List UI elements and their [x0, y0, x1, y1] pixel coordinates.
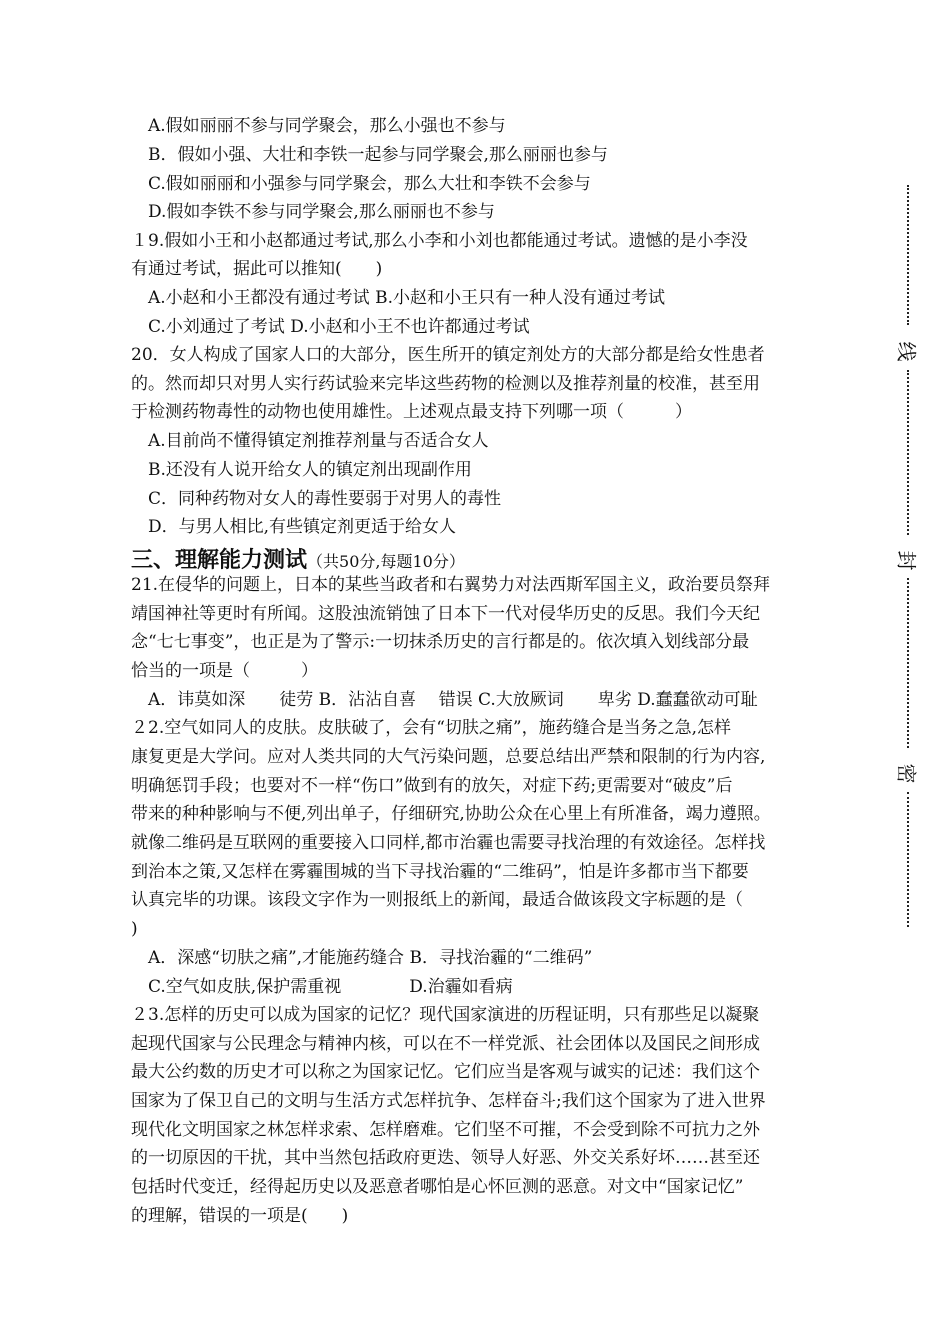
q23-stem-line: 现代化文明国家之林怎样求索、怎样磨难。它们坚不可摧，不会受到除不可抗力之外: [131, 1120, 760, 1140]
q18-option-a: A.假如丽丽不参与同学聚会，那么小强也不参与: [148, 116, 506, 136]
q23-stem-line: 的理解，错误的一项是( ): [131, 1206, 349, 1226]
seal-dotted-line: [907, 185, 909, 325]
q18-option-c: C.假如丽丽和小强参与同学聚会，那么大壮和李铁不会参与: [148, 174, 591, 194]
section-heading: [131, 543, 465, 574]
q21-stem-line: 念“七七事变”，也正是为了警示:一切抹杀历史的言行都是的。依次填入划线部分最: [131, 632, 750, 652]
q20-stem-line: 20．女人构成了国家人口的大部分，医生所开的镇定剂处方的大部分都是给女性患者: [131, 345, 765, 365]
q20-stem-line: 于检测药物毒性的动物也使用雄性。上述观点最支持下列哪一项（ ）: [131, 402, 692, 422]
q18-option-d: D.假如李铁不参与同学聚会,那么丽丽也不参与: [148, 202, 495, 222]
q22-stem-line: ): [131, 919, 138, 939]
q23-stem-line: 的一切原因的干扰，其中当然包括政府更迭、领导人好恶、外交关系好坏……甚至还: [131, 1148, 760, 1168]
seal-dotted-line: [907, 370, 909, 535]
q22-options-ab: A．深感“切肤之痛”,才能施药缝合 B．寻找治霾的“二维码”: [148, 948, 593, 968]
q22-stem-line: 明确惩罚手段；也要对不一样“伤口”做到有的放矢，对症下药;更需要对“破皮”后: [131, 776, 733, 796]
q22-stem-line: 认真完毕的功课。该段文字作为一则报纸上的新闻，最适合做该段文字标题的是（: [131, 890, 743, 910]
q21-stem-line: 恰当的一项是（ ）: [131, 661, 318, 681]
seal-char-xian: 线: [894, 341, 919, 362]
q20-stem-line: 的。然而却只对男人实行药试验来完毕这些药物的检测以及推荐剂量的校准，甚至用: [131, 374, 760, 394]
q19-stem-line: １9.假如小王和小赵都通过考试,那么小李和小刘也都能通过考试。遗憾的是小李没: [131, 231, 748, 251]
q20-option-d: D．与男人相比,有些镇定剂更适于给女人: [148, 517, 457, 537]
q20-option-c: C．同种药物对女人的毒性要弱于对男人的毒性: [148, 489, 502, 509]
q23-stem-line: 国家为了保卫自己的文明与生活方式怎样抗争、怎样奋斗;我们这个国家为了进入世界: [131, 1091, 766, 1111]
seal-char-mi: 密: [894, 763, 919, 784]
seal-dotted-line: [907, 792, 909, 927]
q19-stem-line: 有通过考试，据此可以推知( ): [131, 259, 383, 279]
section-points: （共50分,每题10分）: [307, 552, 465, 571]
q22-stem-line: 带来的种种影响与不便,列出单子，仔细研究,协助公众在心里上有所准备，竭力遵照。: [131, 804, 771, 824]
q21-stem-line: 靖国神社等更时有所闻。这股浊流销蚀了日本下一代对侵华历史的反思。我们今天纪: [131, 604, 760, 624]
q18-option-b: B．假如小强、大壮和李铁一起参与同学聚会,那么丽丽也参与: [148, 145, 608, 165]
q22-options-cd: C.空气如皮肤,保护需重视 D.治霾如看病: [148, 977, 513, 997]
q23-stem-line: ２3.怎样的历史可以成为国家的记忆？现代国家演进的历程证明，只有那些足以凝聚: [131, 1005, 760, 1025]
q20-option-b: B.还没有人说开给女人的镇定剂出现副作用: [148, 460, 472, 480]
q22-stem-line: 就像二维码是互联网的重要接入口同样,都市治霾也需要寻找治理的有效途径。怎样找: [131, 833, 766, 853]
q22-stem-line: 康复更是大学问。应对人类共同的大气污染问题，总要总结出严禁和限制的行为内容,: [131, 747, 766, 767]
q23-stem-line: 包括时代变迁，经得起历史以及恶意者哪怕是心怀叵测的恶意。对文中“国家记忆”: [131, 1177, 744, 1197]
q20-option-a: A.目前尚不懂得镇定剂推荐剂量与否适合女人: [148, 431, 489, 451]
q23-stem-line: 起现代国家与公民理念与精神内核，可以在不一样党派、社会团体以及国民之间形成: [131, 1034, 760, 1054]
q22-stem-line: 到治本之策,又怎样在雾霾围城的当下寻找治霾的“二维码”，怕是许多都市当下都要: [131, 862, 749, 882]
q22-stem-line: ２2.空气如同人的皮肤。皮肤破了，会有“切肤之痛”，施药缝合是当务之急,怎样: [131, 718, 732, 738]
q19-options-cd: C.小刘通过了考试 D.小赵和小王不也许都通过考试: [148, 317, 530, 337]
seal-dotted-line: [907, 578, 909, 748]
q19-options-ab: A.小赵和小王都没有通过考试 B.小赵和小王只有一种人没有通过考试: [148, 288, 665, 308]
seal-char-feng: 封: [894, 550, 919, 571]
q21-options: A．讳莫如深 徒劳 B．沾沾自喜 错误 C.大放厥词 卑劣 D.蠢蠢欲动可耻: [148, 690, 758, 710]
q23-stem-line: 最大公约数的历史才可以称之为国家记忆。它们应当是客观与诚实的记述：我们这个: [131, 1062, 760, 1082]
q21-stem-line: 21.在侵华的问题上，日本的某些当政者和右翼势力对法西斯军国主义，政治要员祭拜: [131, 575, 771, 595]
section-title: 三、理解能力测试: [131, 548, 308, 573]
